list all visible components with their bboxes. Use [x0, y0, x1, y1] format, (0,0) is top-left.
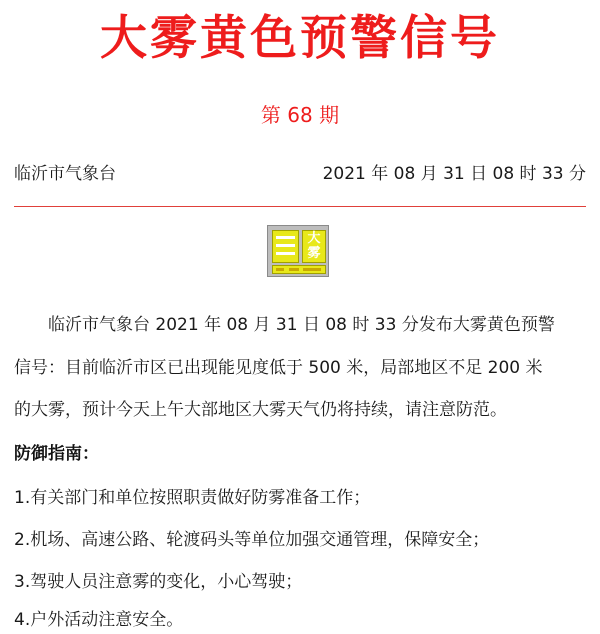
body-line-3: 的大雾，预计今天上午大部地区大雾天气仍将持续，请注意防范。	[14, 400, 507, 420]
issue-number: 第 68 期	[260, 103, 340, 127]
header-divider	[14, 206, 586, 207]
guidelines-heading: 防御指南：	[14, 444, 99, 464]
page-title: 大雾黄色预警信号	[100, 11, 500, 66]
guideline-item: 3.驾驶人员注意雾的变化，小心驾驶；	[14, 572, 303, 592]
body-line-2: 信号：目前临沂市区已出现能见度低于 500 米，局部地区不足 200 米	[14, 358, 543, 378]
fog-bars-icon	[272, 230, 299, 263]
signal-strip	[272, 265, 326, 274]
guideline-item: 4.户外活动注意安全。	[14, 610, 184, 630]
guideline-item: 1.有关部门和单位按照职责做好防雾准备工作；	[14, 488, 371, 508]
guideline-item: 2.机场、高速公路、轮渡码头等单位加强交通管理，保障安全；	[14, 530, 490, 550]
fog-yellow-warning-icon	[267, 225, 329, 277]
fog-glyph: 大雾	[302, 230, 326, 263]
publisher: 临沂市气象台	[14, 164, 116, 184]
issue-datetime: 2021 年 08 月 31 日 08 时 33 分	[322, 164, 586, 184]
body-line-1: 临沂市气象台 2021 年 08 月 31 日 08 时 33 分发布大雾黄色预警	[48, 315, 555, 335]
